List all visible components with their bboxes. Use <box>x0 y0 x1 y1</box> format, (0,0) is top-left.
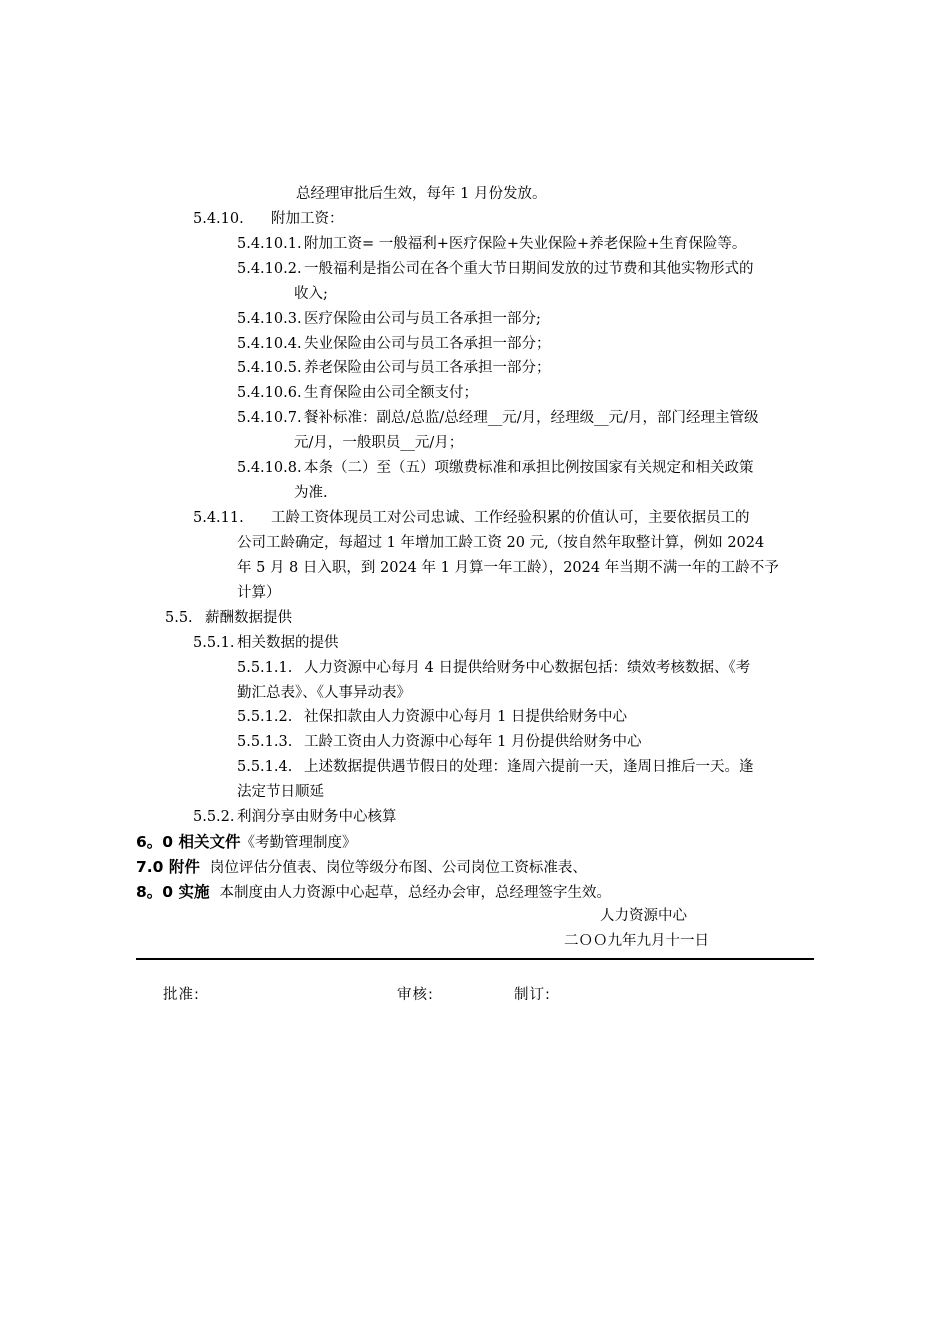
clause-text: 附加工资： <box>271 211 344 227</box>
clause-text: 生育保险由公司全额支付； <box>304 385 478 401</box>
clause-number: 5.4.10. <box>193 211 244 227</box>
clause-5-4-10-8 <box>237 458 754 478</box>
clause-number: 5.5.1. <box>193 635 235 651</box>
clause-text: 失业保险由公司与员工各承担一部分； <box>304 336 551 352</box>
section-heading: 6。0 相关文件 <box>136 833 241 851</box>
section-text: 《考勤管理制度》 <box>240 835 357 851</box>
clause-text-continued: 法定节日顺延 <box>237 784 324 800</box>
clause-text: 薪酬数据提供 <box>205 610 292 626</box>
approve-label: 批准: <box>163 987 200 1003</box>
clause-5-4-11 <box>193 508 750 528</box>
clause-number: 5.5.2. <box>193 809 235 825</box>
clause-number: 5.4.10.2. <box>237 261 302 277</box>
clause-5-5-1-1 <box>237 658 750 678</box>
clause-5-5-1 <box>193 633 339 653</box>
clause-5-4-10-1 <box>237 234 746 254</box>
clause-number: 5.5.1.2. <box>237 709 293 725</box>
issue-date: 二ＯＯ九年九月十一日 <box>564 933 709 949</box>
clause-5-5-1-4 <box>237 757 754 777</box>
clause-number: 5.4.10.8. <box>237 460 302 476</box>
clause-text: 医疗保险由公司与员工各承担一部分; <box>304 311 541 327</box>
clause-text-continued: 计算） <box>237 585 281 601</box>
clause-5-5-1-2 <box>237 707 627 727</box>
clause-text: 附加工资= 一般福利+医疗保险+失业保险+养老保险+生育保险等。 <box>304 236 747 252</box>
review-label: 审核: <box>397 987 434 1003</box>
continuation-line: 总经理审批后生效，每年 1 月份发放。 <box>296 186 547 202</box>
clause-number: 5.4.10.3. <box>237 311 302 327</box>
clause-text: 工龄工资由人力资源中心每年 1 月份提供给财务中心 <box>304 734 642 750</box>
clause-5-4-10-3 <box>237 309 541 329</box>
clause-5-4-10-2 <box>237 259 754 279</box>
clause-text-continued: 元/月，一般职员__元/月； <box>294 435 464 451</box>
clause-5-4-10-5 <box>237 358 551 378</box>
clause-5-4-10 <box>193 209 344 229</box>
clause-text: 相关数据的提供 <box>237 635 339 651</box>
clause-text-continued: 勤汇总表》、《人事异动表》 <box>237 685 411 701</box>
clause-text: 上述数据提供遇节假日的处理：逢周六提前一天，逢周日推后一天。逢 <box>304 759 754 775</box>
clause-text: 社保扣款由人力资源中心每月 1 日提供给财务中心 <box>304 709 627 725</box>
signature-divider <box>136 958 814 960</box>
clause-text-continued: 收入; <box>294 286 328 302</box>
clause-5-4-10-7 <box>237 408 759 428</box>
clause-5-5-2 <box>193 807 397 827</box>
clause-5-4-10-6 <box>237 383 478 403</box>
clause-text: 工龄工资体现员工对公司忠诚、工作经验积累的价值认可，主要依据员工的 <box>271 510 750 526</box>
draft-label: 制订: <box>514 987 551 1003</box>
clause-text: 餐补标准：副总/总监/总经理__元/月，经理级__元/月，部门经理主管级 <box>304 410 759 426</box>
clause-number: 5.4.10.4. <box>237 336 302 352</box>
clause-text-continued: 年 5 月 8 日入职，到 2024 年 1 月算一年工龄），2024 年当期不满一年的工龄不予 <box>237 560 779 576</box>
section-text: 岗位评估分值表、岗位等级分布图、公司岗位工资标准表、 <box>209 860 587 876</box>
clause-text: 本条（二）至（五）项缴费标准和承担比例按国家有关规定和相关政策 <box>304 460 754 476</box>
clause-5-5-1-3 <box>237 732 641 752</box>
clause-number: 5.4.10.5. <box>237 360 302 376</box>
section-6 <box>136 832 356 853</box>
clause-number: 5.4.10.7. <box>237 410 302 426</box>
section-8 <box>136 882 611 903</box>
clause-text: 人力资源中心每月 4 日提供给财务中心数据包括：绩效考核数据、《考 <box>304 660 751 676</box>
clause-number: 5.5. <box>165 610 193 626</box>
clause-number: 5.4.11. <box>193 510 244 526</box>
clause-number: 5.4.10.6. <box>237 385 302 401</box>
section-5-5 <box>165 608 292 628</box>
clause-text: 利润分享由财务中心核算 <box>237 809 397 825</box>
section-7 <box>136 857 587 878</box>
clause-text-continued: 公司工龄确定，每超过 1 年增加工龄工资 20 元,（按自然年取整计算，例如 2024 <box>237 535 765 551</box>
clause-text: 一般福利是指公司在各个重大节日期间发放的过节费和其他实物形式的 <box>304 261 754 277</box>
clause-text: 养老保险由公司与员工各承担一部分； <box>304 360 551 376</box>
issuer-name: 人力资源中心 <box>600 908 687 924</box>
section-text: 本制度由人力资源中心起草，总经办会审，总经理签字生效。 <box>219 885 611 901</box>
section-heading: 7.0 附件 <box>136 858 200 876</box>
clause-5-4-10-4 <box>237 334 551 354</box>
clause-number: 5.4.10.1. <box>237 236 302 252</box>
clause-text-continued: 为准. <box>294 485 328 501</box>
clause-number: 5.5.1.3. <box>237 734 293 750</box>
clause-number: 5.5.1.4. <box>237 759 293 775</box>
section-heading: 8。0 实施 <box>136 883 210 901</box>
clause-number: 5.5.1.1. <box>237 660 293 676</box>
